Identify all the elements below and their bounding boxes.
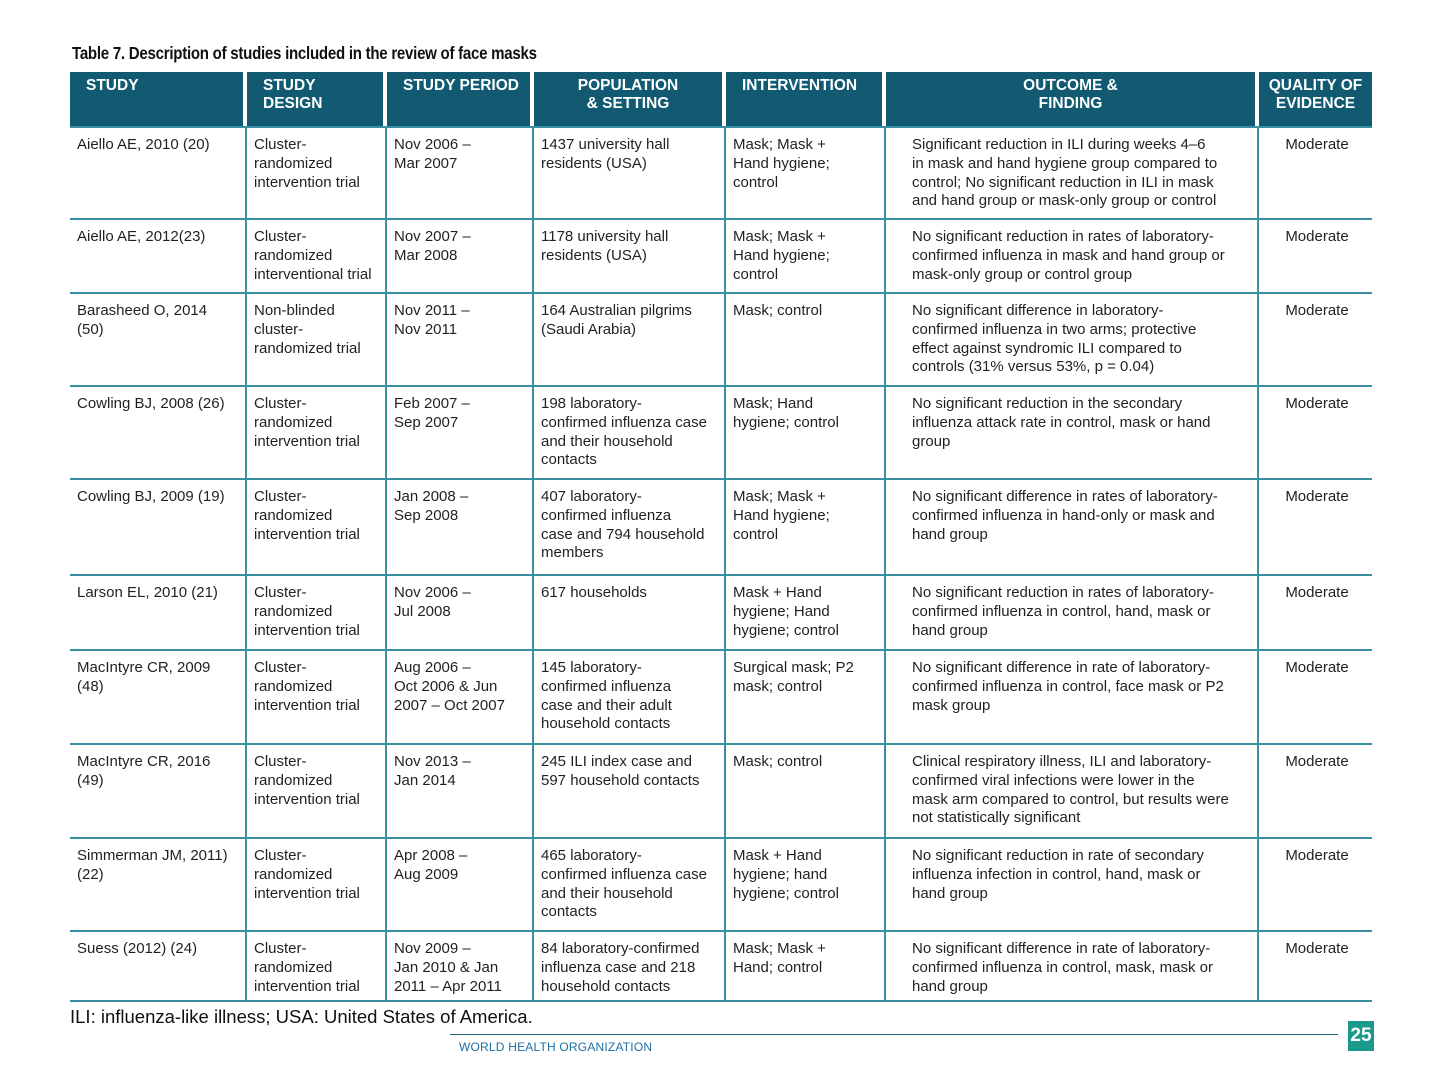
cell-study: Simmerman JM, 2011) (22) — [70, 839, 247, 932]
cell-intervention: Mask; Mask + Hand hygiene; control — [726, 126, 886, 220]
cell-study-period: Apr 2008 – Aug 2009 — [387, 839, 534, 932]
cell-intervention: Surgical mask; P2 mask; control — [726, 651, 886, 745]
cell-study-period: Nov 2007 – Mar 2008 — [387, 220, 534, 294]
cell-outcome: No significant difference in rate of laboratory- confirmed influenza in control, mask, mask or hand group — [886, 932, 1259, 1002]
cell-intervention: Mask; control — [726, 294, 886, 387]
cell-study-period: Jan 2008 – Sep 2008 — [387, 480, 534, 576]
cell-study-period: Nov 2009 – Jan 2010 & Jan 2011 – Apr 2011 — [387, 932, 534, 1002]
cell-outcome: Clinical respiratory illness, ILI and laboratory- confirmed viral infections were lower in the mask arm compared to control, but results were not statistically significant — [886, 745, 1259, 839]
cell-study: Aiello AE, 2012(23) — [70, 220, 247, 294]
header-quality: QUALITY OF EVIDENCE — [1259, 72, 1372, 126]
cell-quality: Moderate — [1259, 480, 1372, 576]
cell-study-design: Cluster- randomized intervention trial — [247, 480, 387, 576]
cell-intervention: Mask; Hand hygiene; control — [726, 387, 886, 480]
cell-study: Cowling BJ, 2008 (26) — [70, 387, 247, 480]
cell-outcome: Significant reduction in ILI during weeks 4–6 in mask and hand hygiene group compared to control; No significant reduction in ILI in mask and hand group or mask-only group or control — [886, 126, 1259, 220]
cell-intervention: Mask; Mask + Hand hygiene; control — [726, 220, 886, 294]
footer-divider — [450, 1034, 1338, 1035]
cell-study-period: Nov 2013 – Jan 2014 — [387, 745, 534, 839]
cell-population: 84 laboratory-confirmed influenza case and 218 household contacts — [534, 932, 726, 1002]
cell-study: MacIntyre CR, 2016 (49) — [70, 745, 247, 839]
cell-population: 407 laboratory- confirmed influenza case and 794 household members — [534, 480, 726, 576]
footer-organization: WORLD HEALTH ORGANIZATION — [459, 1040, 653, 1054]
table-row — [70, 480, 1372, 576]
cell-population: 1178 university hall residents (USA) — [534, 220, 726, 294]
cell-intervention: Mask; Mask + Hand; control — [726, 932, 886, 1002]
table-row — [70, 745, 1372, 839]
table-row — [70, 220, 1372, 294]
cell-study: MacIntyre CR, 2009 (48) — [70, 651, 247, 745]
table-row — [70, 576, 1372, 651]
cell-study: Larson EL, 2010 (21) — [70, 576, 247, 651]
cell-intervention: Mask + Hand hygiene; Hand hygiene; control — [726, 576, 886, 651]
cell-intervention: Mask; control — [726, 745, 886, 839]
cell-intervention: Mask + Hand hygiene; hand hygiene; control — [726, 839, 886, 932]
header-population: POPULATION & SETTING — [534, 72, 726, 126]
page-number: 25 — [1348, 1021, 1374, 1051]
table-row — [70, 839, 1372, 932]
table-header-row — [70, 72, 1372, 126]
table-row — [70, 651, 1372, 745]
cell-intervention: Mask; Mask + Hand hygiene; control — [726, 480, 886, 576]
cell-quality: Moderate — [1259, 387, 1372, 480]
cell-population: 145 laboratory- confirmed influenza case and their adult household contacts — [534, 651, 726, 745]
header-outcome: OUTCOME & FINDING — [886, 72, 1259, 126]
cell-study-period: Feb 2007 – Sep 2007 — [387, 387, 534, 480]
header-study-period: STUDY PERIOD — [387, 72, 534, 126]
table-body — [70, 126, 1372, 1002]
table-row — [70, 932, 1372, 1002]
cell-study-design: Cluster- randomized intervention trial — [247, 387, 387, 480]
cell-quality: Moderate — [1259, 126, 1372, 220]
table-row — [70, 294, 1372, 387]
cell-population: 1437 university hall residents (USA) — [534, 126, 726, 220]
cell-study-period: Nov 2011 – Nov 2011 — [387, 294, 534, 387]
cell-population: 245 ILI index case and 597 household contacts — [534, 745, 726, 839]
cell-outcome: No significant reduction in rates of laboratory- confirmed influenza in control, hand, mask or hand group — [886, 576, 1259, 651]
cell-study: Barasheed O, 2014 (50) — [70, 294, 247, 387]
cell-quality: Moderate — [1259, 745, 1372, 839]
cell-outcome: No significant difference in laboratory- confirmed influenza in two arms; protective effect against syndromic ILI compared to controls (31% versus 53%, p = 0.04) — [886, 294, 1259, 387]
cell-study-period: Aug 2006 – Oct 2006 & Jun 2007 – Oct 2007 — [387, 651, 534, 745]
cell-quality: Moderate — [1259, 294, 1372, 387]
cell-outcome: No significant reduction in rate of secondary influenza infection in control, hand, mask or hand group — [886, 839, 1259, 932]
cell-study-design: Cluster- randomized intervention trial — [247, 745, 387, 839]
cell-study-design: Cluster- randomized intervention trial — [247, 576, 387, 651]
table-row — [70, 126, 1372, 220]
cell-quality: Moderate — [1259, 651, 1372, 745]
table-title: Table 7. Description of studies included in the review of face masks — [72, 43, 537, 63]
cell-population: 465 laboratory- confirmed influenza case and their household contacts — [534, 839, 726, 932]
cell-outcome: No significant reduction in the secondary influenza attack rate in control, mask or hand group — [886, 387, 1259, 480]
cell-outcome: No significant difference in rates of laboratory- confirmed influenza in hand-only or mask and hand group — [886, 480, 1259, 576]
cell-study-design: Cluster- randomized interventional trial — [247, 220, 387, 294]
cell-population: 198 laboratory- confirmed influenza case and their household contacts — [534, 387, 726, 480]
header-study: STUDY — [70, 72, 247, 126]
cell-study: Cowling BJ, 2009 (19) — [70, 480, 247, 576]
footnote: ILI: influenza-like illness; USA: United States of America. — [70, 1006, 533, 1027]
header-study-design: STUDY DESIGN — [247, 72, 387, 126]
cell-study: Aiello AE, 2010 (20) — [70, 126, 247, 220]
header-intervention: INTERVENTION — [726, 72, 886, 126]
cell-population: 164 Australian pilgrims (Saudi Arabia) — [534, 294, 726, 387]
cell-population: 617 households — [534, 576, 726, 651]
cell-study-design: Cluster- randomized intervention trial — [247, 651, 387, 745]
cell-study-period: Nov 2006 – Jul 2008 — [387, 576, 534, 651]
cell-quality: Moderate — [1259, 220, 1372, 294]
table-row — [70, 387, 1372, 480]
cell-quality: Moderate — [1259, 932, 1372, 1002]
cell-study-design: Non-blinded cluster- randomized trial — [247, 294, 387, 387]
cell-study-design: Cluster- randomized intervention trial — [247, 839, 387, 932]
cell-study-period: Nov 2006 – Mar 2007 — [387, 126, 534, 220]
studies-table — [70, 72, 1372, 1002]
cell-study-design: Cluster- randomized intervention trial — [247, 932, 387, 1002]
cell-quality: Moderate — [1259, 839, 1372, 932]
cell-study: Suess (2012) (24) — [70, 932, 247, 1002]
cell-study-design: Cluster- randomized intervention trial — [247, 126, 387, 220]
cell-outcome: No significant reduction in rates of laboratory- confirmed influenza in mask and hand group or mask-only group or control group — [886, 220, 1259, 294]
cell-outcome: No significant difference in rate of laboratory- confirmed influenza in control, face mask or P2 mask group — [886, 651, 1259, 745]
cell-quality: Moderate — [1259, 576, 1372, 651]
